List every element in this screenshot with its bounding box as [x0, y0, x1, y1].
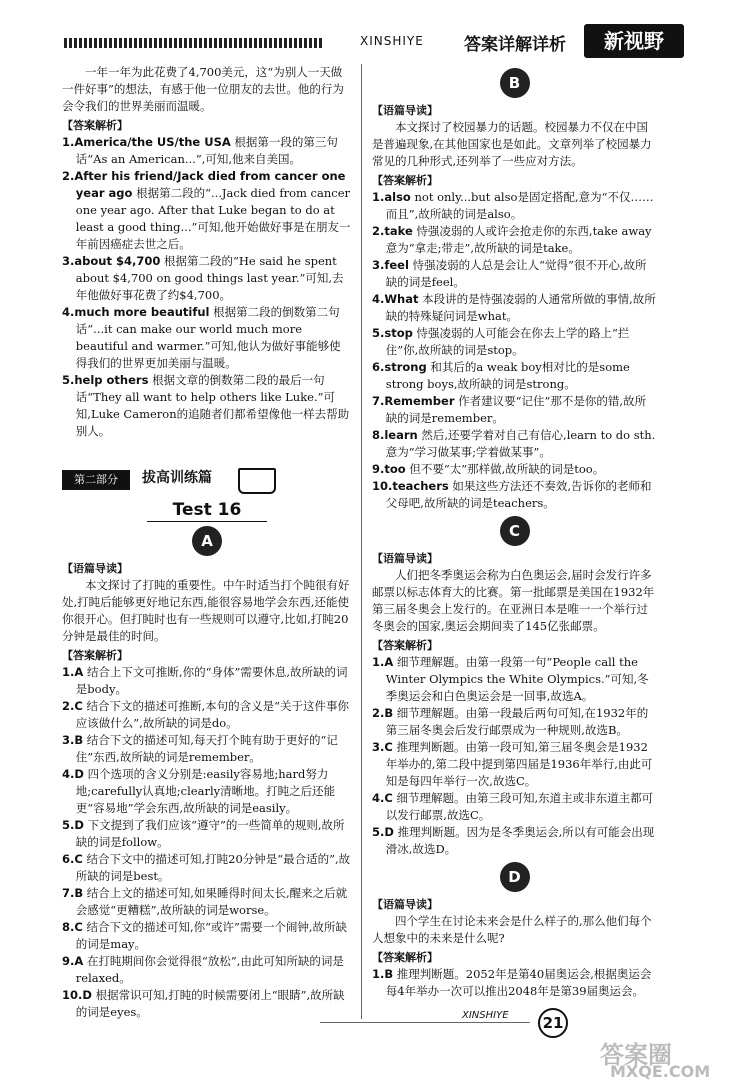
answer-item [372, 461, 657, 478]
answer-key: 5.stop [372, 326, 413, 340]
answer-explanation: 结合下文中的描述可知,打盹20分钟是“最合适的”,故所缺的词是best。 [75, 852, 351, 883]
answer-key: 9.A [62, 954, 84, 968]
answer-key: 1.also [372, 190, 411, 204]
answer-item [62, 732, 352, 766]
answer-explanation: 结合下文的描述可知,你“或许”需要一个闹钟,故所缺的词是may。 [75, 920, 348, 951]
answer-explanation: 结合上下文可推断,你的“身体”需要休息,故所缺的词是body。 [75, 665, 348, 696]
watermark-url: MXQE.COM [610, 1062, 711, 1081]
page-number: 21 [538, 1008, 568, 1038]
answer-item [372, 427, 657, 461]
page-footer [320, 1010, 670, 1034]
answer-item [372, 359, 657, 393]
answer-explanation: 本段讲的是恃强凌弱的人通常所做的事情,故所缺的特殊疑问词是what。 [385, 292, 656, 323]
answer-key: 4.C [372, 791, 393, 805]
answer-key: 5.D [62, 818, 84, 832]
answer-list-d [372, 966, 657, 1000]
guide-text-b: 本文探讨了校园暴力的话题。校园暴力不仅在中国是普遍现象,在其他国家也是如此。文章列举了校园暴力常见的几种形式,还列举了一些应对方法。 [372, 120, 652, 168]
section-badge-c: C [500, 516, 530, 546]
answer-key: 3.C [372, 740, 393, 754]
answer-explanation: 推理判断题。由第一段可知,第三届冬奥会是1932年举办的,第二段中提到第四届是1936年举行,由此可知是每四年举行一次,故选C。 [385, 740, 653, 788]
section-badge-d: D [500, 862, 530, 892]
answer-explanation: 细节理解题。由第三段可知,东道主或非东道主都可以发行邮票,故选C。 [385, 791, 654, 822]
section-badge-b: B [500, 68, 530, 98]
answer-list-1 [62, 134, 352, 440]
answer-key: 1.A [62, 665, 84, 679]
book-icon [238, 468, 276, 494]
answer-key: 7.Remember [372, 394, 455, 408]
answer-explanation: 恃强凌弱的人可能会在你去上学的路上“拦住”你,故所缺的词是stop。 [385, 326, 630, 357]
guide-text-c: 人们把冬季奥运会称为白色奥运会,届时会发行许多邮票以标志体育大的比赛。第一批邮票是美国在1932年第三届冬奥会上发行的。在亚洲日本是唯一一个举行过冬奥会的国家,奥运会期间卖了145亿张邮票。 [372, 568, 655, 633]
answer-item [372, 257, 657, 291]
answer-explanation: 细节理解题。由第一段第一句“People call the Winter Olympics the White Olympics.”可知,冬季奥运会和白色奥运会是一回事,故选A。 [385, 655, 649, 703]
test-underline [147, 521, 267, 522]
answer-list-b [372, 189, 657, 512]
answer-explanation: 和其后的a weak boy相对比的是some strong boys,故所缺的词是strong。 [385, 360, 630, 391]
answer-key: 6.strong [372, 360, 427, 374]
answer-explanation: 根据常识可知,打盹的时候需要闭上“眼睛”,故所缺的词是eyes。 [75, 988, 345, 1019]
answer-header-b: 【答案解析】 [372, 174, 438, 187]
answer-key: 2.take [372, 224, 413, 238]
answer-key: 3.feel [372, 258, 409, 272]
answer-item [372, 393, 657, 427]
answer-explanation: 根据第二段的“...Jack died from cancer one year ago. After that Luke began to do at least a good thing...”可知,他开始做好事是在朋友一年前因癌症去世之后。 [75, 186, 351, 251]
answer-item [62, 817, 352, 851]
answer-explanation: 如果这些方法还不奏效,告诉你的老师和父母吧,故所缺的词是teachers。 [385, 479, 652, 510]
answer-key: 4.What [372, 292, 419, 306]
left-column [62, 64, 352, 1021]
watermark-text: 答案圈 [600, 1041, 672, 1069]
answer-key: 8.learn [372, 428, 418, 442]
guide-header-a: 【语篇导读】 [62, 562, 128, 575]
answer-item [372, 966, 657, 1000]
answer-header-d: 【答案解析】 [372, 951, 438, 964]
part-banner [62, 468, 352, 494]
answer-key: 4.much more beautiful [62, 305, 210, 319]
answer-explanation: not only...but also是固定搭配,意为“不仅……而且”,故所缺的词是also。 [385, 190, 654, 221]
answer-key: 4.D [62, 767, 84, 781]
part-title: 拔高训练篇 [142, 470, 212, 486]
answer-explanation: 恃强凌弱的人总是会让人“觉得”很不开心,故所缺的词是feel。 [385, 258, 647, 289]
answer-item [62, 372, 352, 440]
answer-key: 10.teachers [372, 479, 449, 493]
answer-key: 5.help others [62, 373, 149, 387]
answer-item [372, 223, 657, 257]
page-header [64, 24, 684, 60]
guide-header-c: 【语篇导读】 [372, 552, 438, 565]
answer-key: 10.D [62, 988, 92, 1002]
right-column [372, 64, 657, 1000]
answer-header: 【答案解析】 [62, 119, 128, 132]
answer-item [372, 291, 657, 325]
guide-header-b: 【语篇导读】 [372, 104, 438, 117]
answer-item [372, 325, 657, 359]
section-badge-a: A [192, 526, 222, 556]
answer-key: 8.C [62, 920, 83, 934]
answer-item [372, 189, 657, 223]
answer-explanation: 作者建议要“记住”那不是你的错,故所缺的词是remember。 [385, 394, 647, 425]
answer-explanation: 下文提到了我们应该“遵守”的一些简单的规则,故所缺的词是follow。 [75, 818, 345, 849]
header-logo: 新视野 [584, 24, 684, 58]
answer-item [62, 168, 352, 253]
answer-key: 9.too [372, 462, 406, 476]
answer-explanation: 结合下文的描述可推断,本句的含义是“关于这件事你应该做什么”,故所缺的词是do。 [75, 699, 350, 730]
intro-continued: 一年一年为此花费了4,700美元，这“为别人一天做一件好事”的想法，有感于他一位朋友的去世。他的行为会令我们的世界美丽而温暖。 [62, 65, 344, 113]
answer-item [62, 134, 352, 168]
header-title: 答案详解详析 [464, 35, 566, 55]
answer-item [62, 885, 352, 919]
answer-explanation: 然后,还要学着对自己有信心,learn to do sth.意为“学习做某事;学着做某事”。 [385, 428, 656, 459]
answer-explanation: 根据第二段的倒数第二句话“...it can make our world much more beautiful and warmer.”可知,他认为做好事能够使得我们的世界更加美丽与温暖。 [75, 305, 341, 370]
answer-list-c [372, 654, 657, 858]
answer-key: 2.C [62, 699, 83, 713]
answer-item [372, 824, 657, 858]
answer-explanation: 但不要“太”那样做,故所缺的词是too。 [409, 462, 605, 476]
answer-explanation: 推理判断题。因为是冬季奥运会,所以有可能会出现滑冰,故选D。 [385, 825, 655, 856]
answer-explanation: 结合下文的描述可知,每天打个盹有助于更好的“记住”东西,故所缺的词是remember。 [75, 733, 338, 764]
answer-list-a [62, 664, 352, 1021]
answer-item [62, 953, 352, 987]
footer-brand: XINSHIYE [462, 1010, 509, 1021]
answer-key: 7.B [62, 886, 84, 900]
header-brand: XINSHIYE [360, 34, 424, 48]
answer-item [372, 478, 657, 512]
answer-explanation: 恃强凌弱的人或许会抢走你的东西,take away意为“拿走;带走”,故所缺的词是take。 [385, 224, 652, 255]
answer-header-a: 【答案解析】 [62, 649, 128, 662]
guide-header-d: 【语篇导读】 [372, 898, 438, 911]
header-decor-bar [64, 38, 324, 48]
answer-item [372, 739, 657, 790]
answer-key: 3.about $4,700 [62, 254, 161, 268]
answer-explanation: 结合上文的描述可知,如果睡得时间太长,醒来之后就会感觉“更糟糕”,故所缺的词是worse。 [75, 886, 348, 917]
answer-item [62, 698, 352, 732]
answer-key: 6.C [62, 852, 83, 866]
answer-item [372, 654, 657, 705]
part-tag: 第二部分 [62, 470, 130, 490]
answer-explanation: 根据第一段的第三句话“As an American...”,可知,他来自美国。 [75, 135, 338, 166]
answer-item [62, 987, 352, 1021]
answer-item [62, 766, 352, 817]
answer-explanation: 推理判断题。2052年是第40届奥运会,根据奥运会每4年举办一次可以推出2048年是第39届奥运会。 [385, 967, 652, 998]
footer-line [320, 1022, 530, 1023]
answer-explanation: 细节理解题。由第一段最后两句可知,在1932年的第三届冬奥会后发行邮票成为一种规则,故选B。 [385, 706, 649, 737]
answer-item [62, 919, 352, 953]
answer-explanation: 根据文章的倒数第二段的最后一句话“They all want to help others like Luke.”可知,Luke Cameron的追随者们都希望像他一样去帮助别人。 [75, 373, 350, 438]
answer-key: 2.After his friend/Jack died from cancer one year ago [62, 169, 346, 200]
answer-item [372, 790, 657, 824]
answer-header-c: 【答案解析】 [372, 639, 438, 652]
answer-item [62, 253, 352, 304]
answer-explanation: 在打盹期间你会觉得很“放松”,由此可知所缺的词是relaxed。 [75, 954, 344, 985]
answer-explanation: 四个选项的含义分别是:easily容易地;hard努力地;carefully认真地;clearly清晰地。打盹之后还能更“容易地”学会东西,故所缺的词是easily。 [75, 767, 336, 815]
answer-explanation: 根据第二段的“He said he spent about $4,700 on good things last year.”可知,去年他做好事花费了约$4,700。 [75, 254, 344, 302]
answer-item [62, 664, 352, 698]
answer-item [62, 304, 352, 372]
guide-text-a: 本文探讨了打盹的重要性。中午时适当打个盹很有好处,打盹后能够更好地记东西,能很容易地学会东西,还能使你很开心。但打盹时也有一些规则可以遵守,比如,打盹20分钟是最佳的时间。 [62, 578, 350, 643]
guide-text-d: 四个学生在讨论未来会是什么样子的,那么他们每个人想象中的未来是什么呢? [372, 914, 652, 945]
column-divider [361, 64, 362, 1019]
answer-key: 1.B [372, 967, 394, 981]
test-title: Test 16 [172, 500, 242, 520]
answer-key: 1.A [372, 655, 394, 669]
answer-key: 1.America/the US/the USA [62, 135, 231, 149]
answer-key: 3.B [62, 733, 84, 747]
answer-key: 5.D [372, 825, 394, 839]
answer-item [372, 705, 657, 739]
answer-key: 2.B [372, 706, 394, 720]
answer-item [62, 851, 352, 885]
